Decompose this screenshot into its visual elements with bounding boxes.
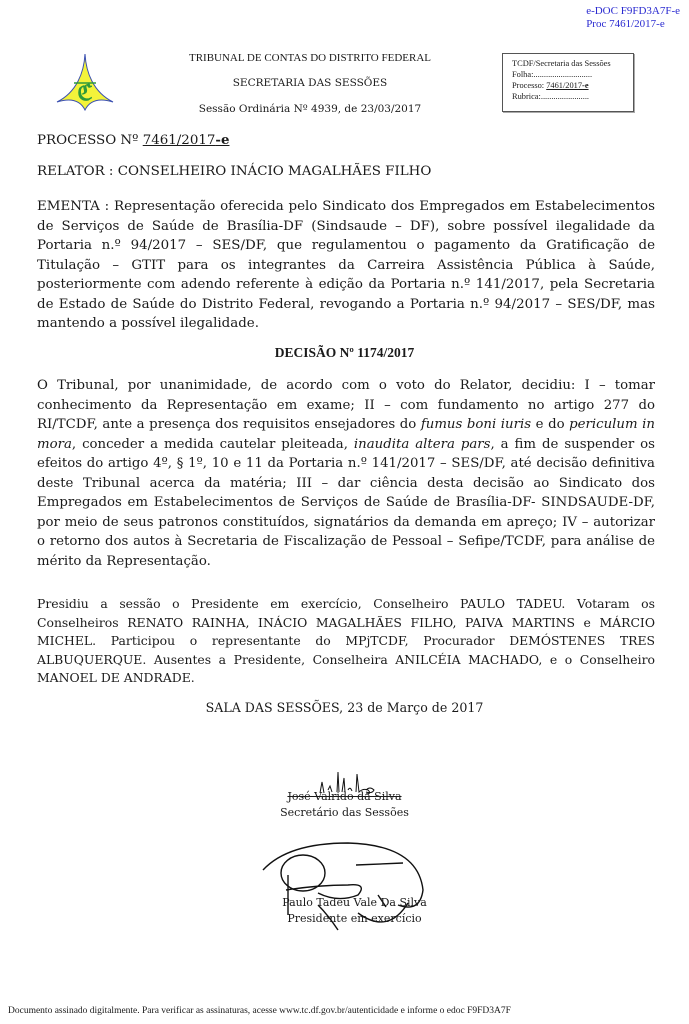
presidiu-paragraph: Presidiu a sessão o Presidente em exercício, Conselheiro PAULO TADEU. Votaram os Conselheiros RENATO RAINHA, INÁCIO MAGALHÃES FILHO, PAIVA MARTINS e MÁRCIO MICHEL. Participou o representante do MPjTCDF, Procurador DEMÓSTENES TRES ALBUQUERQUE. Ausentes a Presidente, Conselheira ANILCÉIA MACHADO, e o Conselheiro MANOEL DE ANDRADE. (37, 596, 655, 685)
folha-dots: ............................ (533, 70, 593, 79)
edoc-reference (586, 5, 680, 31)
processo-number-main: 7461/2017 (142, 133, 216, 148)
processo-label: Processo: (512, 81, 547, 90)
stamp-folha (512, 69, 633, 80)
presidente-role: Presidente em exercício (287, 912, 422, 925)
rubrica-dots: ....................... (540, 92, 589, 101)
decisao-text-2: e do (531, 417, 570, 432)
stamp-title: TCDF/Secretaria das Sessões (512, 59, 611, 68)
processo-number: 7461/2017 (546, 81, 583, 90)
secretario-name: José Valrido da Silva (287, 790, 402, 803)
decisao-italic-3: inaudita altera pars (353, 436, 491, 452)
folha-stamp (502, 53, 634, 112)
sala-das-sessoes: SALA DAS SESSÕES, 23 de Março de 2017 (205, 700, 484, 715)
header-secretaria: SECRETARIA DAS SESSÕES (232, 77, 388, 89)
processo-line (37, 132, 229, 148)
decisao-text-4: , a fim de suspender os efeitos do artigo 4º, § 1º, 10 e 11 da Portaria n.º 141/2017 – SES/DF, até decisão definitiva deste Tribunal acerca da matéria; III – dar ciência desta decisão ao Sindicato dos Empregados em Estabelecimentos de Serviços de Saúde de Brasília-DF- SINDSAUDE-DF, por meio de seus patronos constituídos, signatários da demanda em apreço; IV – autorizar o retorno dos autos à Secretaria de Fiscalização de Pessoal – Sefipe/TCDF, para análise de mérito da Representação. (37, 436, 655, 569)
relator-line: RELATOR : CONSELHEIRO INÁCIO MAGALHÃES FILHO (37, 164, 432, 179)
stamp-rubrica (512, 91, 633, 102)
secretario-role: Secretário das Sessões (280, 806, 409, 819)
processo-suffix: -e (582, 81, 589, 90)
processo-label-main: PROCESSO Nº (37, 133, 143, 148)
header-tribunal: TRIBUNAL DE CONTAS DO DISTRITO FEDERAL (188, 52, 432, 64)
folha-label: Folha: (512, 70, 534, 79)
decisao-text-3: , conceder a medida cautelar pleiteada, (71, 436, 354, 452)
decisao-title: DECISÃO Nº 1174/2017 (274, 345, 415, 360)
rubrica-label: Rubrica: (512, 92, 541, 101)
edoc-code: e-DOC F9FD3A7F-e (586, 5, 680, 17)
stamp-processo (512, 80, 633, 91)
decisao-paragraph (37, 376, 655, 571)
presidente-name: Paulo Tadeu Vale Da Silva (282, 896, 427, 909)
decisao-text-1: O Tribunal, por unanimidade, de acordo com o voto do Relator, decidiu: I – tomar conhecimento da Representação em exame; II – com fundamento no artigo 277 do RI/TCDF, ante a presença dos requisitos ensejadores do (37, 378, 655, 432)
ementa-paragraph: EMENTA : Representação oferecida pelo Sindicato dos Empregados em Estabelecimentos de Serviços de Saúde de Brasília-DF (Sindsaude – DF), sobre possível ilegalidade da Portaria n.º 94/2017 – SES/DF, que regulamentou o pagamento da Gratificação de Titulação – GTIT para os integrantes da Carreira Assistência Pública à Saúde, posteriormente com adendo referente à edição da Portaria n.º 141/2017, pela Secretaria de Estado de Saúde do Distrito Federal, revogando a Portaria n.º 94/2017 – SES/DF, mas mantendo a possível ilegalidade. (37, 199, 655, 331)
edoc-proc: Proc 7461/2017-e (586, 18, 665, 30)
processo-suffix-main: -e (215, 132, 230, 148)
svg-text:ℭ: ℭ (77, 80, 93, 105)
decisao-italic-1: fumus boni iuris (420, 417, 532, 432)
header-sessao: Sessão Ordinária Nº 4939, de 23/03/2017 (198, 103, 422, 115)
decisao-italic-2: periculum in mora (37, 417, 655, 452)
tcdf-logo-icon (55, 52, 115, 112)
footer-authenticity-note: Documento assinado digitalmente. Para verificar as assinaturas, acesse www.tc.df.gov.br/autenticidade e informe o edoc F9FD3A7F (8, 1006, 511, 1016)
